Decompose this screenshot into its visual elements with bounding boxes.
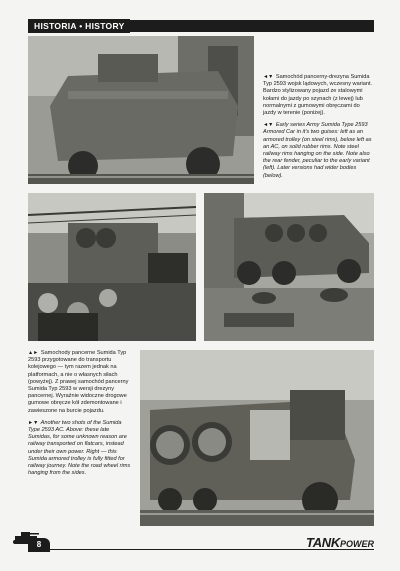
caption-top-english: ◄▼ Early series Army Sumida Type 2593 Armored Car in it's two guises: left as an armored trolley (on steel rims), below left as an AC, on solid rubber rims. Note steel railway rims hanging on the side. Note also the rear fender, peculiar to the early variant (left). Later versions had wider bodies (below).: [263, 122, 372, 179]
logo-sub-text: POWER: [339, 539, 374, 549]
caption-middle-english: ►▼ Another two shots of the Sumida Type 2593 AC. Above: these late Sumidas, for some unknown reason are railway transported on flatcars, instead under their own power. Right — this Sumida armored trolley is fully fitted for railway journey. Note the road wheel rims hanging from the sides.: [28, 419, 131, 477]
section-header: HISTORIA • HISTORY: [28, 19, 130, 33]
photo-armored-trolley-rails: [28, 36, 254, 184]
caption-middle-polish: ▲► Samochody pancerne Sumida Typ 2593 przygotowane do transportu kolejowego — tym razem jednak na platformach, a nie o własnych siłach (powyżej). Z prawej samochód pancerny Sumida Typ 2593 w wersji drezyny pancernej. Wyraźnie widoczne drogowe gumowe obręcze kół zdemontowane i zawieszone na burcie pojazdu.: [28, 350, 129, 414]
logo-main-text: TANK: [306, 535, 340, 550]
photo-flatcar-transport: [28, 193, 196, 341]
photo-armored-trolley-railway: [140, 350, 374, 526]
caption-top-polish: ◄▼ Samochód pancerny-drezyna Sumida Typ 2593 wojsk lądowych, wczesny wariant. Bardzo stylizowany pojazd ze stalowymi kołami do jazdy po szynach (z lewej) lub normalnymi z gumowymi obręczami do jazdy w terenie (poniżej).: [263, 74, 373, 117]
photo-armored-car-field: [204, 193, 374, 341]
magazine-logo: [306, 535, 374, 551]
caption-middle: [28, 350, 132, 482]
caption-top: [263, 74, 373, 185]
page-number: 8: [28, 538, 50, 552]
